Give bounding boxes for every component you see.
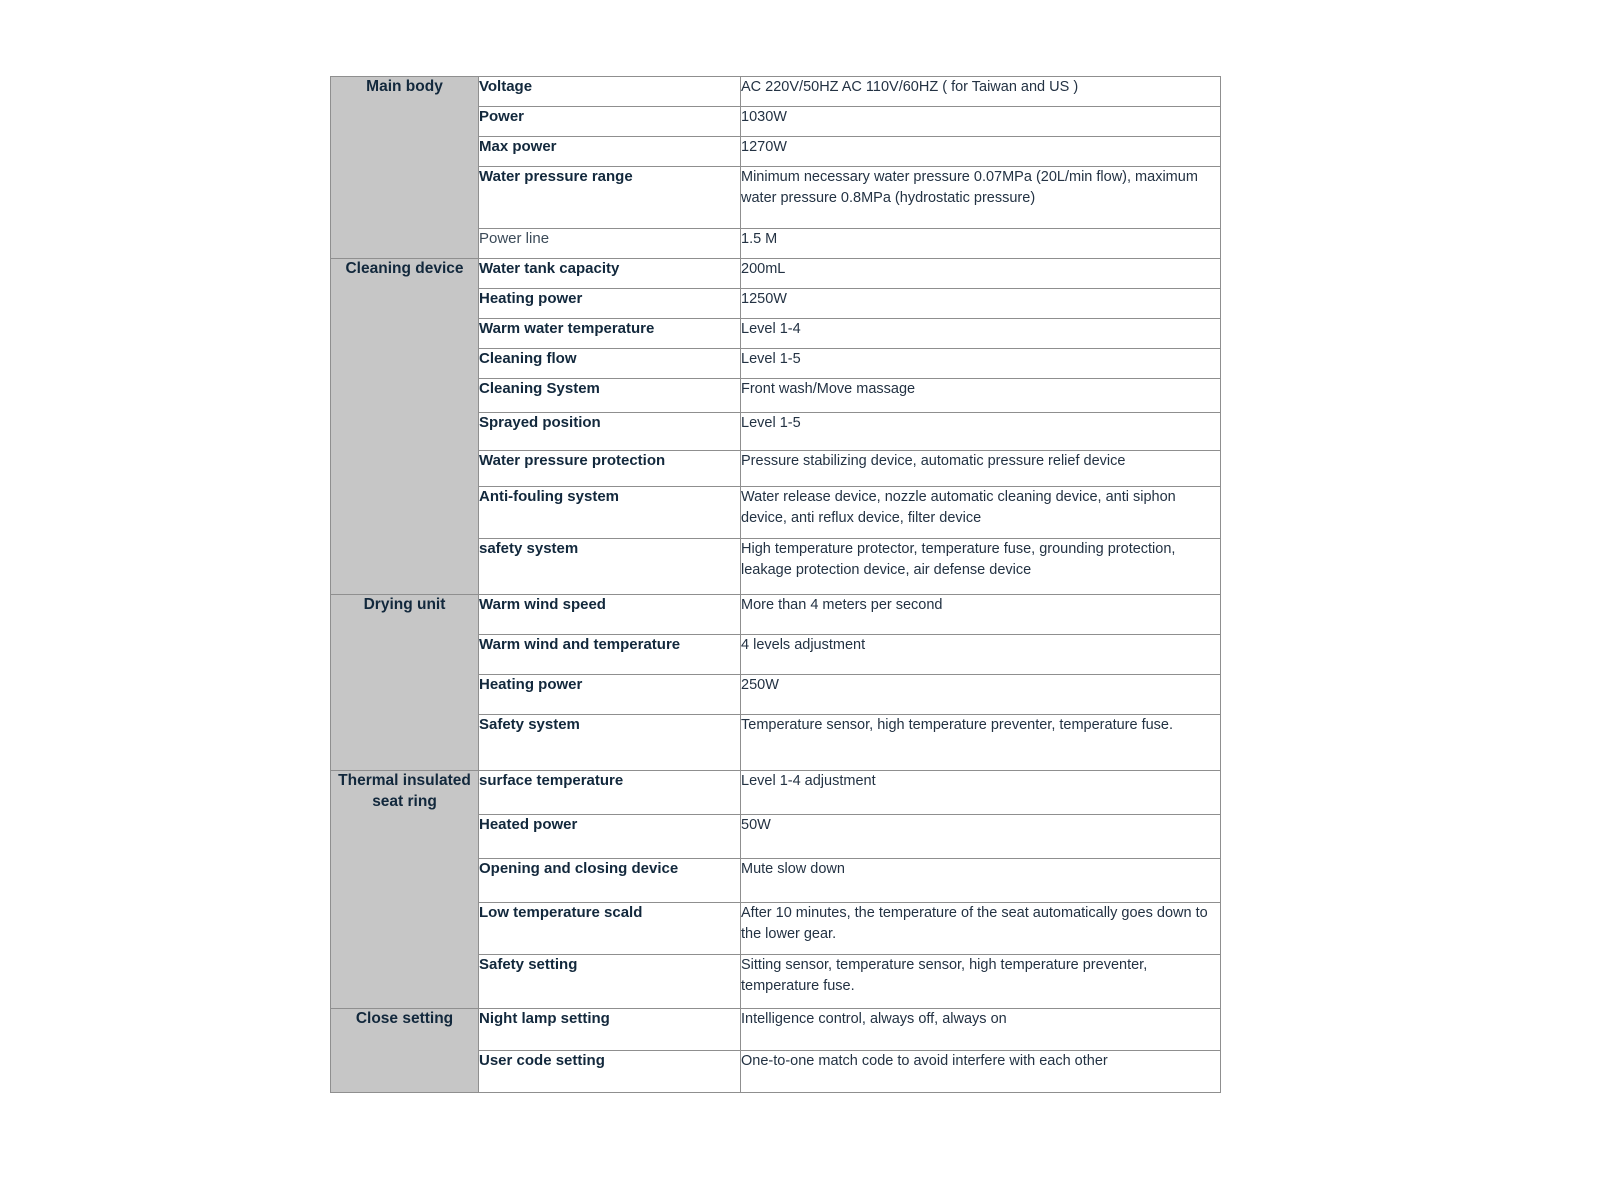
spec-value: High temperature protector, temperature fuse, grounding protection, leakage protection device, air defense device xyxy=(741,539,1221,595)
spec-item-label: Heated power xyxy=(479,815,741,859)
spec-value: 4 levels adjustment xyxy=(741,635,1221,675)
table-row xyxy=(331,77,1221,107)
spec-value: Mute slow down xyxy=(741,859,1221,903)
spec-item-label: Water pressure protection xyxy=(479,451,741,487)
spec-value: Sitting sensor, temperature sensor, high temperature preventer, temperature fuse. xyxy=(741,955,1221,1009)
spec-value: 1250W xyxy=(741,289,1221,319)
spec-value: More than 4 meters per second xyxy=(741,595,1221,635)
spec-item-label: Power xyxy=(479,107,741,137)
spec-item-label: User code setting xyxy=(479,1051,741,1093)
group-label: Main body xyxy=(331,77,479,259)
spec-value: After 10 minutes, the temperature of the seat automatically goes down to the lower gear. xyxy=(741,903,1221,955)
group-label: Thermal insulated seat ring xyxy=(331,771,479,1009)
spec-value: 250W xyxy=(741,675,1221,715)
spec-value: 1270W xyxy=(741,137,1221,167)
group-label: Cleaning device xyxy=(331,259,479,595)
group-label: Drying unit xyxy=(331,595,479,771)
spec-item-label: Water tank capacity xyxy=(479,259,741,289)
spec-value: Front wash/Move massage xyxy=(741,379,1221,413)
spec-item-label: Night lamp setting xyxy=(479,1009,741,1051)
spec-item-label: Sprayed position xyxy=(479,413,741,451)
table-row xyxy=(331,595,1221,635)
spec-item-label: Warm wind speed xyxy=(479,595,741,635)
specification-table xyxy=(330,76,1221,1093)
spec-value: 1030W xyxy=(741,107,1221,137)
spec-item-label: surface temperature xyxy=(479,771,741,815)
spec-item-label: Heating power xyxy=(479,675,741,715)
spec-value: One-to-one match code to avoid interfere with each other xyxy=(741,1051,1221,1093)
spec-item-label: Warm water temperature xyxy=(479,319,741,349)
spec-value: Intelligence control, always off, always on xyxy=(741,1009,1221,1051)
spec-value: Minimum necessary water pressure 0.07MPa (20L/min flow), maximum water pressure 0.8MPa (hydrostatic pressure) xyxy=(741,167,1221,229)
spec-value: Level 1-5 xyxy=(741,349,1221,379)
spec-value: Pressure stabilizing device, automatic pressure relief device xyxy=(741,451,1221,487)
spec-item-label: Anti-fouling system xyxy=(479,487,741,539)
spec-item-label: safety system xyxy=(479,539,741,595)
spec-value: Water release device, nozzle automatic cleaning device, anti siphon device, anti reflux device, filter device xyxy=(741,487,1221,539)
table-row xyxy=(331,259,1221,289)
spec-item-label: Voltage xyxy=(479,77,741,107)
spec-item-label: Power line xyxy=(479,229,741,259)
spec-item-label: Cleaning flow xyxy=(479,349,741,379)
spec-item-label: Safety setting xyxy=(479,955,741,1009)
specification-table-container xyxy=(330,76,1220,1093)
spec-value: Level 1-4 adjustment xyxy=(741,771,1221,815)
spec-item-label: Warm wind and temperature xyxy=(479,635,741,675)
table-row xyxy=(331,771,1221,815)
spec-value: Temperature sensor, high temperature preventer, temperature fuse. xyxy=(741,715,1221,771)
spec-value: Level 1-4 xyxy=(741,319,1221,349)
group-label: Close setting xyxy=(331,1009,479,1093)
spec-item-label: Safety system xyxy=(479,715,741,771)
spec-value: AC 220V/50HZ AC 110V/60HZ ( for Taiwan and US ) xyxy=(741,77,1221,107)
spec-value: 200mL xyxy=(741,259,1221,289)
table-row xyxy=(331,1009,1221,1051)
spec-item-label: Heating power xyxy=(479,289,741,319)
spec-value: 50W xyxy=(741,815,1221,859)
spec-item-label: Water pressure range xyxy=(479,167,741,229)
spec-item-label: Max power xyxy=(479,137,741,167)
spec-value: Level 1-5 xyxy=(741,413,1221,451)
spec-item-label: Low temperature scald xyxy=(479,903,741,955)
spec-item-label: Opening and closing device xyxy=(479,859,741,903)
spec-value: 1.5 M xyxy=(741,229,1221,259)
spec-item-label: Cleaning System xyxy=(479,379,741,413)
